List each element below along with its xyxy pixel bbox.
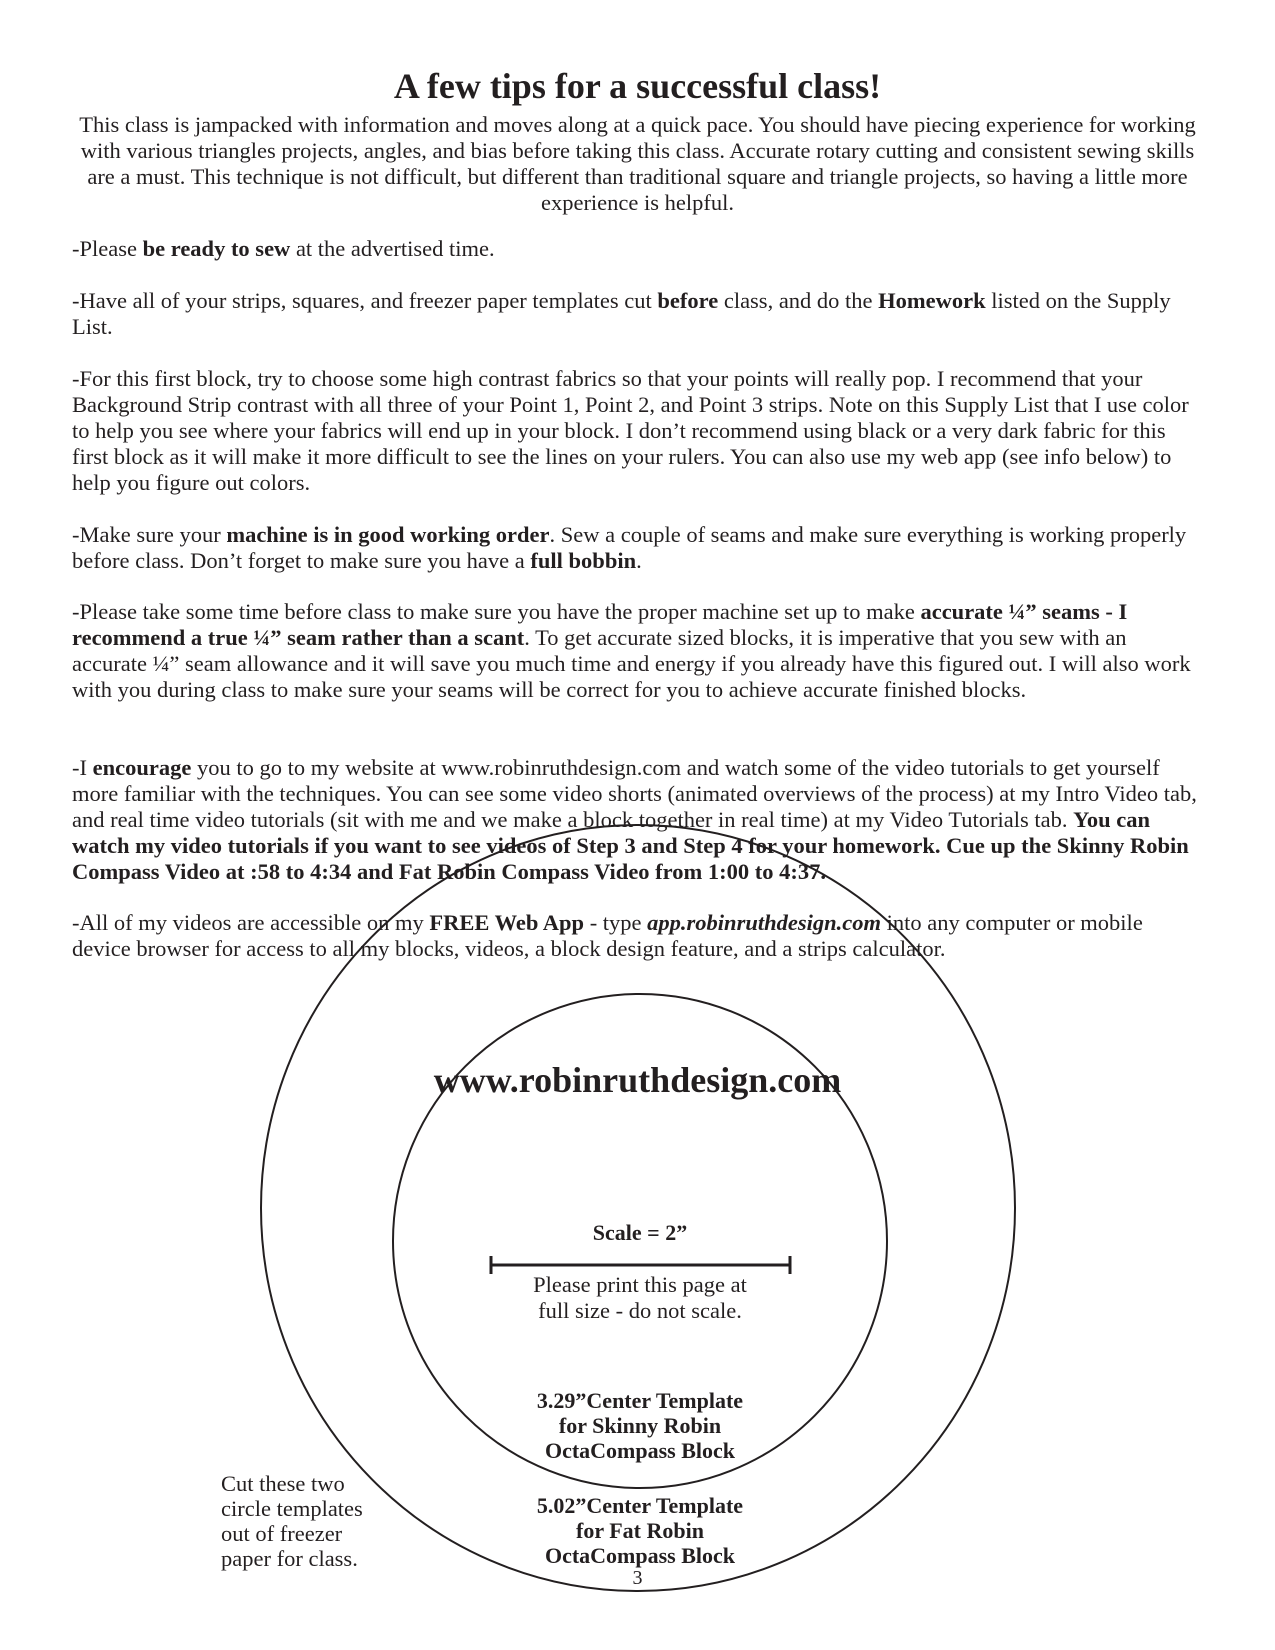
tip-contrast-fabrics: -For this first block, try to choose some high contrast fabrics so that your points will really pop. I recommend that your Background Strip contrast with all three of your Point 1, Point 2, and Point 3 strips. Note on this Supply List that I use color to help you see where your fabrics will end up in your block. I don’t recommend using black or a very dark fabric for this first block as it will make it more difficult to see the lines on your rulers. You can also use my web app (see info below) to help you figure out colors. [72,366,1189,495]
skinny-robin-template-label: 3.29”Center Template for Skinny Robin OctaCompass Block [536,1388,744,1463]
tip-web-app: -All of my videos are accessible on my FREE Web App - type app.robinruthdesign.com into any computer or mobile device browser for access to all my blocks, videos, a block design feature, and a strips calculator. [72,910,1143,961]
tip-cut-before-class: -Have all of your strips, squares, and freezer paper templates cut before class, and do the Homework listed on the Supply List. [72,288,1171,339]
cut-templates-note: Cut these two circle templates out of freezer paper for class. [221,1471,363,1571]
website-url: www.robinruthdesign.com [433,1060,842,1100]
tip-ready: -Please be ready to sew at the advertised time. [72,236,495,261]
print-note [490,1272,790,1324]
tip-machine-order: -Make sure your machine is in good working order. Sew a couple of seams and make sure everything is working properly before class. Don’t forget to make sure you have a full bobbin. [72,522,1187,573]
print-note-line: full size - do not scale. [538,1298,742,1323]
print-note-line: Please print this page at [533,1272,747,1297]
intro-paragraph: This class is jampacked with information and moves along at a quick pace. You should have piecing experience for working with various triangles projects, angles, and bias before taking this class. Accurate rotary cutting and consistent sewing skills are a must. This technique is not difficult, but different than traditional square and triangle projects, so having a little more experience is helpful. [79,112,1196,215]
fat-robin-template-label: 5.02”Center Template for Fat Robin OctaCompass Block [536,1493,744,1568]
tip-accurate-seams: -Please take some time before class to make sure you have the proper machine set up to make accurate ¼” seams - I recommend a true ¼” seam rather than a scant. To get accurate sized blocks, it is imperative that you sew with an accurate ¼” seam allowance and it will save you much time and energy if you already have this figured out. I will also work with you during class to make sure your seams will be correct for you to achieve accurate finished blocks. [72,599,1191,702]
tip-website-videos: -I encourage you to go to my website at www.robinruthdesign.com and watch some of the video tutorials to get yourself more familiar with the techniques. You can see some video shorts (animated overviews of the process) at my Intro Video tab, and real time video tutorials (sit with me and we make a block together in real time) at my Video Tutorials tab. You can watch my video tutorials if you want to see videos of Step 3 and Step 4 for your homework. Cue up the Skinny Robin Compass Video at :58 to 4:34 and Fat Robin Compass Video from 1:00 to 4:37. [72,755,1197,884]
page-title: A few tips for a successful class! [393,66,882,106]
scale-label: Scale = 2” [592,1220,688,1245]
page-number: 3 [632,1567,643,1589]
